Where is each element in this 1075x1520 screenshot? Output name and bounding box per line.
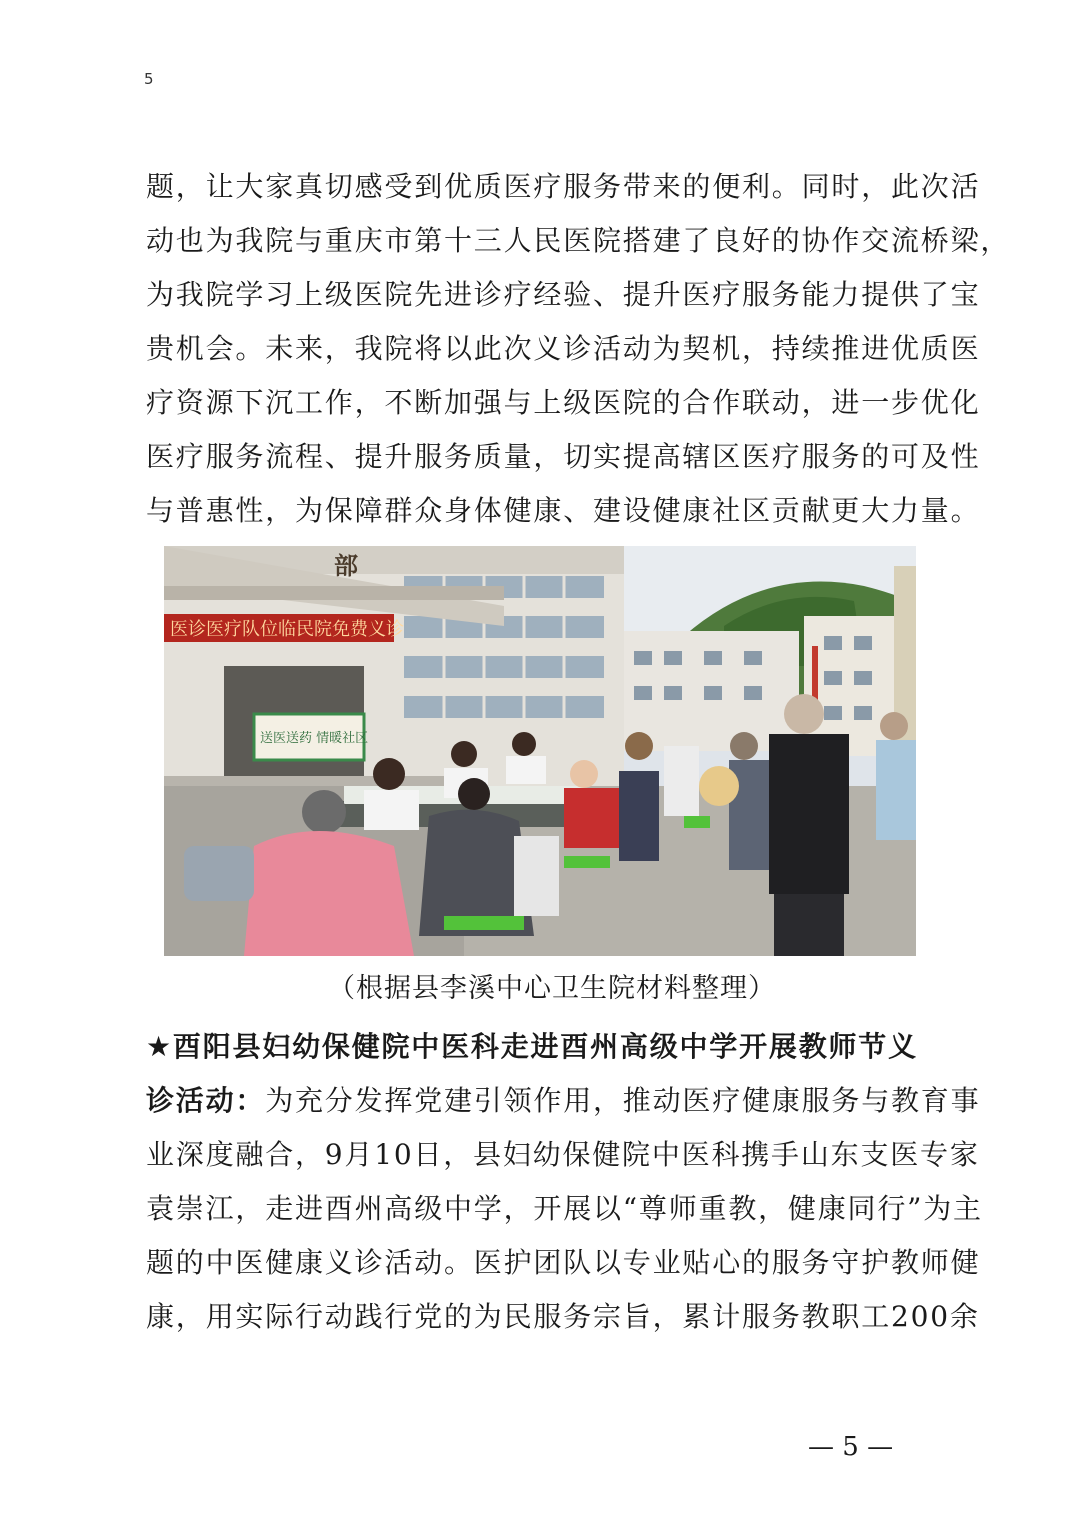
news-item-paragraph	[146, 1020, 983, 1344]
text-line: 疗资源下沉工作，不断加强与上级医院的合作联动，进一步优化	[146, 386, 981, 419]
photo-caption: （根据县李溪中心卫生院材料整理）	[328, 973, 776, 1004]
page-corner-number: 5	[144, 70, 154, 88]
text-line: 业深度融合，9月10日，县妇幼保健院中医科携手山东支医专家	[146, 1138, 980, 1171]
paragraph-continuation	[146, 160, 1011, 538]
event-photo	[164, 546, 916, 956]
building-sign-text: 部	[334, 552, 358, 580]
text-line: 袁崇江，走进酉州高级中学，开展以“尊师重教，健康同行”为主	[146, 1192, 983, 1225]
exhibit-board-text: 送医送药 情暖社区	[260, 731, 369, 746]
text-line: 题的中医健康义诊活动。医护团队以专业贴心的服务守护教师健	[146, 1246, 981, 1279]
text-line: 贵机会。未来，我院将以此次义诊活动为契机，持续推进优质医	[146, 332, 981, 365]
text-line: 为充分发挥党建引领作用，推动医疗健康服务与教育事	[265, 1084, 981, 1117]
text-line: 与普惠性，为保障群众身体健康、建设健康社区贡献更大力量。	[146, 494, 981, 527]
news-item-title-end: 诊活动：	[146, 1084, 266, 1117]
news-item-title: ★酉阳县妇幼保健院中医科走进酉州高级中学开展教师节义	[146, 1030, 918, 1063]
text-line: 动也为我院与重庆市第十三人民医院搭建了良好的协作交流桥梁，	[146, 224, 1011, 257]
page-footer-number: — 5 —	[808, 1432, 894, 1462]
text-line: 医疗服务流程、提升服务质量，切实提高辖区医疗服务的可及性	[146, 440, 981, 473]
text-line: 康，用实际行动践行党的为民服务宗旨，累计服务教职工200余	[146, 1300, 980, 1333]
text-line: 题，让大家真切感受到优质医疗服务带来的便利。同时，此次活	[146, 170, 981, 203]
banner-text: 医诊医疗队位临民院免费义诊	[170, 619, 404, 640]
text-line: 为我院学习上级医院先进诊疗经验、提升医疗服务能力提供了宝	[146, 278, 981, 311]
